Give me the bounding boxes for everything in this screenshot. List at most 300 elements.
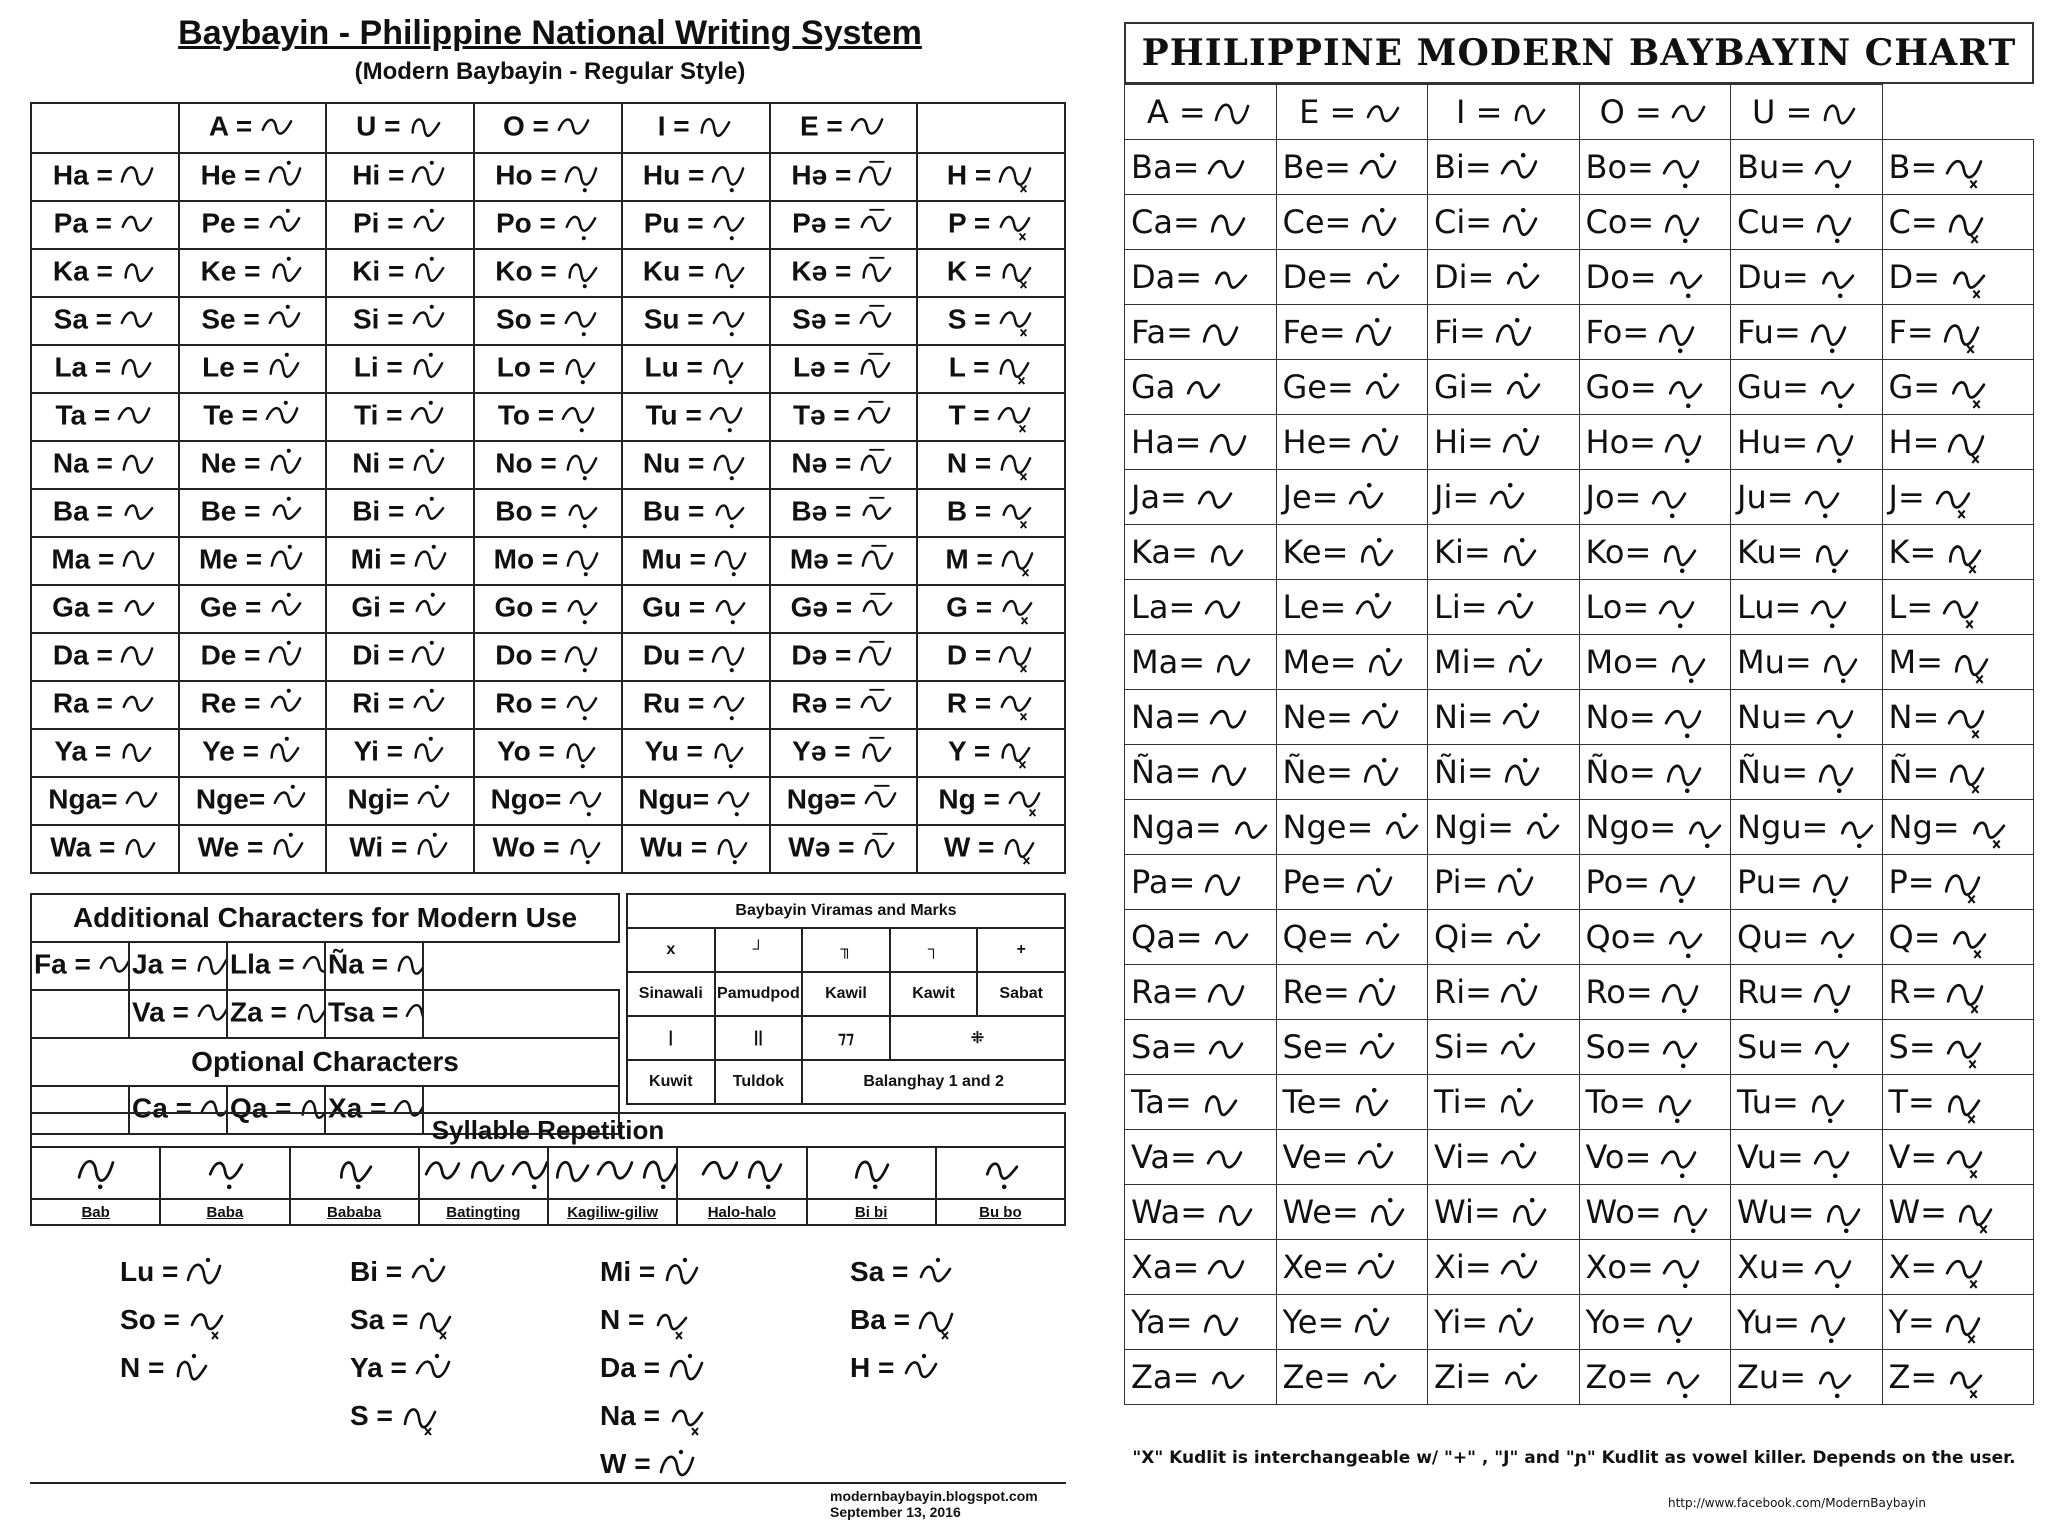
syllable-cell-label: Fu=	[1737, 312, 1801, 351]
syllable-cell-label: Yə =	[792, 735, 851, 767]
repetition-glyph	[936, 1147, 1065, 1199]
syllable-cell-label: Pi =	[352, 207, 404, 239]
syllable-cell-label: Ca=	[1131, 202, 1200, 241]
baybayin-glyph-icon	[694, 110, 734, 146]
baybayin-glyph-icon	[182, 1256, 226, 1292]
table-row	[1125, 690, 2034, 745]
syllable-cell	[474, 201, 622, 249]
syllable-cell	[622, 441, 770, 489]
baybayin-glyph-icon	[1499, 921, 1545, 957]
table-row	[31, 153, 1065, 201]
baybayin-glyph-icon	[1350, 316, 1396, 352]
glossary-line	[120, 1344, 228, 1392]
syllable-cell	[1731, 965, 1883, 1020]
syllable-cell	[917, 489, 1065, 537]
baybayin-glyph-icon	[1657, 976, 1703, 1012]
syllable-cell	[326, 585, 474, 633]
syllable-cell-label: Qo=	[1585, 917, 1658, 956]
baybayin-glyph-icon	[562, 543, 602, 579]
repetition-label: Bab	[31, 1199, 160, 1225]
additional-cell-label: Tsa =	[328, 996, 399, 1028]
syllable-cell	[1579, 910, 1731, 965]
baybayin-glyph-icon	[558, 399, 598, 435]
baybayin-glyph-icon	[191, 948, 227, 984]
baybayin-glyph-icon	[1680, 811, 1726, 847]
baybayin-glyph-icon	[117, 159, 157, 195]
syllable-cell-label: S=	[1888, 1027, 1936, 1066]
baybayin-glyph-icon	[1660, 756, 1706, 792]
syllable-cell-label: Gu =	[642, 591, 706, 623]
baybayin-glyph-icon	[1357, 756, 1403, 792]
facebook-url: http://www.facebook.com/ModernBaybayin	[1668, 1496, 1926, 1510]
syllable-cell-label: Ki=	[1434, 532, 1491, 571]
baybayin-glyph-icon	[1941, 1361, 1987, 1397]
syllable-cell	[1125, 140, 1277, 195]
syllable-cell	[1125, 1130, 1277, 1185]
right-chart	[1100, 0, 2048, 1536]
baybayin-glyph-icon	[1352, 1141, 1398, 1177]
syllable-cell	[770, 729, 918, 777]
syllable-cell	[474, 345, 622, 393]
syllable-cell	[1882, 580, 2034, 635]
syllable-cell	[1882, 525, 2034, 580]
syllable-cell-label: Pi=	[1434, 862, 1489, 901]
syllable-cell-label: Le =	[202, 351, 259, 383]
additional-characters-table	[30, 893, 620, 1135]
syllable-cell-label: Ce=	[1282, 202, 1352, 241]
syllable-cell-label: Qu=	[1737, 917, 1810, 956]
syllable-cell-label: Hu =	[642, 159, 705, 191]
baybayin-glyph-icon	[1656, 1031, 1702, 1067]
syllable-cell-label: Xu=	[1737, 1247, 1807, 1286]
baybayin-glyph-icon	[995, 303, 1035, 339]
syllable-cell-label: Ku=	[1737, 532, 1804, 571]
syllable-cell-label: He =	[200, 159, 261, 191]
syllable-cell-label: Nge=	[195, 783, 266, 815]
syllable-cell	[474, 729, 622, 777]
syllable-cell-label: Ngo=	[490, 783, 562, 815]
syllable-cell-label: B=	[1888, 147, 1938, 186]
syllable-cell	[1428, 1075, 1580, 1130]
baybayin-glyph-icon	[1498, 426, 1544, 462]
baybayin-glyph-icon	[118, 543, 158, 579]
baybayin-glyph-icon	[1353, 1251, 1399, 1287]
baybayin-glyph-icon	[1658, 1251, 1704, 1287]
baybayin-glyph-icon	[997, 543, 1037, 579]
syllable-cell	[31, 393, 179, 441]
syllable-cell-label: Wu =	[640, 831, 708, 863]
table-row	[1125, 360, 2034, 415]
baybayin-glyph-icon	[1653, 316, 1699, 352]
baybayin-glyph-icon	[1496, 976, 1542, 1012]
baybayin-glyph-icon	[1661, 261, 1707, 297]
syllable-cell	[770, 537, 918, 585]
syllable-cell	[1579, 800, 1731, 855]
syllable-cell	[770, 249, 918, 297]
syllable-cell-label: Ja=	[1131, 477, 1187, 516]
additional-cell-label: Lla =	[230, 948, 295, 980]
syllable-cell-label: B =	[946, 495, 992, 527]
syllable-cell-label: La =	[54, 351, 112, 383]
syllable-cell-label: T =	[948, 399, 990, 431]
syllable-cell	[1428, 195, 1580, 250]
repetition-title: Syllable Repetition	[31, 1113, 1065, 1147]
baybayin-glyph-icon	[1810, 151, 1856, 187]
syllable-cell-label: Le=	[1282, 587, 1347, 626]
baybayin-glyph-icon	[265, 447, 305, 483]
syllable-cell-label: Bi =	[352, 495, 405, 527]
syllable-cell	[1276, 525, 1428, 580]
syllable-cell-label: Ma=	[1131, 642, 1206, 681]
baybayin-glyph-icon	[1947, 646, 1993, 682]
syllable-cell	[1428, 415, 1580, 470]
glossary-label: H =	[850, 1352, 895, 1383]
syllable-cell	[31, 633, 179, 681]
glossary-label: N =	[120, 1352, 165, 1383]
baybayin-glyph-icon	[664, 1400, 708, 1436]
glossary-line	[350, 1344, 456, 1392]
syllable-cell-label: Co=	[1585, 202, 1655, 241]
syllable-cell-label: Vo=	[1585, 1137, 1652, 1176]
syllable-cell-label: Te=	[1282, 1082, 1344, 1121]
baybayin-glyph-icon	[855, 639, 895, 675]
syllable-cell-label: Da =	[52, 639, 113, 671]
syllable-cell-label: Nu =	[642, 447, 705, 479]
syllable-cell-label: G =	[946, 591, 993, 623]
baybayin-glyph-icon	[408, 639, 448, 675]
syllable-cell-label: Ng=	[1888, 807, 1960, 846]
syllable-cell-label: Ne =	[200, 447, 261, 479]
syllable-cell	[1882, 745, 2034, 800]
syllable-cell	[770, 489, 918, 537]
baybayin-glyph-icon	[1810, 1251, 1856, 1287]
syllable-cell-label: Nga=	[1131, 807, 1222, 846]
syllable-cell-label: La=	[1131, 587, 1196, 626]
repetition-label: Bababa	[290, 1199, 419, 1225]
syllable-cell-label: Lu=	[1737, 587, 1802, 626]
baybayin-glyph-icon	[1666, 96, 1710, 132]
syllable-cell	[1731, 470, 1883, 525]
baybayin-glyph-icon	[1807, 866, 1853, 902]
baybayin-glyph-icon	[561, 687, 601, 723]
baybayin-glyph-icon	[564, 831, 604, 867]
syllable-cell	[1428, 525, 1580, 580]
baybayin-glyph-icon	[1660, 701, 1706, 737]
baybayin-glyph-icon	[1658, 206, 1704, 242]
baybayin-glyph-icon	[265, 159, 305, 195]
syllable-cell	[1276, 580, 1428, 635]
baybayin-glyph-icon	[1941, 1251, 1987, 1287]
syllable-cell-label: Tu=	[1737, 1082, 1799, 1121]
vowel-cell	[770, 103, 918, 153]
table-row	[1125, 1130, 2034, 1185]
baybayin-glyph-icon	[711, 831, 751, 867]
baybayin-glyph-icon	[1809, 976, 1855, 1012]
syllable-cell-label: Yi =	[353, 735, 404, 767]
baybayin-glyph-icon	[408, 207, 448, 243]
syllable-cell	[1731, 1295, 1883, 1350]
blog-url: modernbaybayin.blogspot.com	[830, 1488, 1038, 1504]
baybayin-glyph-icon	[1495, 536, 1541, 572]
syllable-cell	[1579, 1185, 1731, 1240]
syllable-cell	[1731, 250, 1883, 305]
syllable-cell-label: Ngi=	[347, 783, 409, 815]
baybayin-glyph-icon	[1813, 921, 1859, 957]
syllable-cell	[1428, 1020, 1580, 1075]
table-row	[1125, 305, 2034, 360]
syllable-cell-label: Ño=	[1585, 752, 1656, 791]
syllable-cell-label: Pu =	[643, 207, 704, 239]
baybayin-glyph-icon	[995, 159, 1035, 195]
syllable-cell-label: Ngo=	[1585, 807, 1677, 846]
baybayin-glyph-icon	[1651, 1306, 1697, 1342]
syllable-cell-label: Be=	[1282, 147, 1351, 186]
baybayin-glyph-icon	[1805, 316, 1851, 352]
syllable-cell	[1731, 855, 1883, 910]
baybayin-glyph-icon	[1211, 1196, 1257, 1232]
additional-cell-label: Va =	[132, 996, 189, 1028]
baybayin-glyph-icon	[266, 543, 306, 579]
syllable-cell-label: Ra=	[1131, 972, 1199, 1011]
syllable-cell	[1125, 910, 1277, 965]
baybayin-glyph-icon	[995, 495, 1035, 531]
syllable-cell-label: Po =	[496, 207, 556, 239]
syllable-cell-label: Di =	[352, 639, 405, 671]
glossary-line	[350, 1248, 456, 1296]
syllable-cell	[622, 297, 770, 345]
syllable-cell-label: Va=	[1131, 1137, 1197, 1176]
syllable-cell-label: N =	[946, 447, 992, 479]
syllable-cell-label: Mi =	[350, 543, 406, 575]
syllable-cell	[1125, 690, 1277, 745]
baybayin-glyph-icon	[648, 1304, 692, 1340]
syllable-cell	[474, 489, 622, 537]
syllable-cell-label: K =	[946, 255, 992, 287]
syllable-cell-label: Də =	[791, 639, 852, 671]
baybayin-glyph-icon	[855, 495, 895, 531]
syllable-cell	[1579, 195, 1731, 250]
syllable-cell	[179, 153, 327, 201]
syllable-cell	[1276, 360, 1428, 415]
syllable-cell-label: Ru=	[1737, 972, 1805, 1011]
repetition-label: Halo-halo	[677, 1199, 806, 1225]
syllable-cell	[770, 297, 918, 345]
empty-cell	[31, 103, 179, 153]
syllable-cell-label: Ko=	[1585, 532, 1652, 571]
table-row	[1125, 580, 2034, 635]
baybayin-glyph-icon	[411, 1352, 455, 1388]
baybayin-glyph-icon	[858, 831, 898, 867]
syllable-cell-label: Kə =	[791, 255, 852, 287]
syllable-cell	[1882, 800, 2034, 855]
vowel-cell	[1428, 85, 1580, 140]
baybayin-glyph-icon	[854, 399, 894, 435]
syllable-cell	[179, 729, 327, 777]
syllable-cell	[31, 585, 179, 633]
table-row	[1125, 525, 2034, 580]
additional-cell-label: Fa =	[34, 948, 91, 980]
baybayin-glyph-icon	[1816, 646, 1862, 682]
vowel-cell-label: E =	[799, 110, 843, 142]
syllable-cell	[1428, 580, 1580, 635]
baybayin-glyph-icon	[710, 543, 750, 579]
baybayin-glyph-icon	[1945, 921, 1991, 957]
baybayin-glyph-icon	[95, 948, 129, 984]
syllable-cell	[1731, 140, 1883, 195]
vowel-cell	[179, 103, 327, 153]
glossary-label: Lu =	[120, 1256, 179, 1287]
syllable-cell-label: Nge=	[1282, 807, 1374, 846]
syllable-cell	[1125, 1240, 1277, 1295]
syllable-cell	[1428, 140, 1580, 195]
syllable-cell-label: Ngə=	[786, 783, 856, 815]
baybayin-glyph-icon	[1939, 1086, 1985, 1122]
baybayin-glyph-icon	[1205, 756, 1251, 792]
syllable-cell	[917, 537, 1065, 585]
baybayin-glyph-icon	[855, 735, 895, 771]
syllable-cell-label: So=	[1585, 1027, 1653, 1066]
syllable-cell	[1731, 1130, 1883, 1185]
baybayin-glyph-icon	[1494, 1031, 1540, 1067]
syllable-cell	[1276, 690, 1428, 745]
baybayin-glyph-icon	[1483, 481, 1529, 517]
baybayin-glyph-icon	[115, 351, 155, 387]
baybayin-glyph-icon	[855, 159, 895, 195]
syllable-cell	[326, 201, 474, 249]
baybayin-glyph-icon	[1210, 96, 1254, 132]
syllable-cell	[917, 585, 1065, 633]
baybayin-glyph-icon	[1941, 151, 1987, 187]
syllable-cell-label: Ke=	[1282, 532, 1349, 571]
baybayin-glyph-icon	[713, 783, 753, 819]
mark-symbol: ⁜	[890, 1016, 1065, 1060]
syllable-cell-label: Y =	[947, 735, 991, 767]
syllable-cell	[1579, 140, 1731, 195]
table-row	[1125, 965, 2034, 1020]
baybayin-glyph-icon	[119, 831, 159, 867]
baybayin-glyph-icon	[1492, 1306, 1538, 1342]
syllable-cell	[1428, 965, 1580, 1020]
syllable-cell	[179, 297, 327, 345]
syllable-cell-label: Ni=	[1434, 697, 1494, 736]
syllable-cell-label: Fi=	[1434, 312, 1486, 351]
virama-symbol: +	[977, 928, 1065, 972]
baybayin-glyph-icon	[1943, 426, 1989, 462]
baybayin-glyph-icon	[855, 255, 895, 291]
vowel-cell	[1276, 85, 1428, 140]
baybayin-glyph-icon	[1798, 481, 1844, 517]
syllable-cell	[1731, 910, 1883, 965]
syllable-cell-label: Po=	[1585, 862, 1651, 901]
baybayin-glyph-icon	[1196, 1086, 1242, 1122]
additional-cell-label: Ca =	[132, 1092, 192, 1124]
syllable-cell-label: Lo=	[1585, 587, 1650, 626]
syllable-cell-label: N=	[1888, 697, 1940, 736]
syllable-cell	[1276, 195, 1428, 250]
syllable-cell-label: Li =	[353, 351, 403, 383]
table-row	[1125, 1020, 2034, 1075]
repetition-label: Kagiliw-giliw	[548, 1199, 677, 1225]
table-row	[1125, 910, 2034, 965]
syllable-cell-label: Ji=	[1434, 477, 1480, 516]
baybayin-glyph-icon	[1940, 536, 1986, 572]
syllable-cell	[622, 729, 770, 777]
syllable-cell-label: Z=	[1888, 1357, 1938, 1396]
additional-cell	[325, 942, 423, 990]
baybayin-glyph-icon	[1812, 756, 1858, 792]
syllable-cell-label: Di=	[1434, 257, 1495, 296]
table-row	[1125, 635, 2034, 690]
glossary-label: N =	[600, 1304, 645, 1335]
syllable-cell	[1428, 635, 1580, 690]
syllable-cell	[326, 729, 474, 777]
syllable-cell	[326, 393, 474, 441]
syllable-cell	[1731, 580, 1883, 635]
baybayin-glyph-icon	[1492, 1086, 1538, 1122]
syllable-cell	[1428, 855, 1580, 910]
syllable-cell-label: Ngi=	[1434, 807, 1514, 846]
syllable-cell	[917, 777, 1065, 825]
baybayin-glyph-icon	[1004, 783, 1044, 819]
syllable-cell-label: Ng =	[938, 783, 1000, 815]
left-title: Baybayin - Philippine National Writing System	[178, 14, 922, 52]
syllable-cell-label: Ge =	[199, 591, 262, 623]
repetition-glyph	[677, 1147, 806, 1199]
glossary-line	[600, 1392, 708, 1440]
syllable-cell-label: Ta =	[55, 399, 111, 431]
syllable-cell-label: Nə =	[791, 447, 852, 479]
syllable-cell-label: Ho =	[495, 159, 557, 191]
syllable-cell-label: Ya =	[54, 735, 112, 767]
syllable-cell	[1276, 415, 1428, 470]
additional-cell	[31, 942, 129, 990]
syllable-cell	[1276, 910, 1428, 965]
baybayin-glyph-icon	[1361, 646, 1407, 682]
syllable-cell	[1276, 745, 1428, 800]
syllable-cell-label: Gi =	[351, 591, 406, 623]
syllable-cell	[917, 153, 1065, 201]
syllable-cell	[326, 345, 474, 393]
baybayin-glyph-icon	[392, 948, 423, 984]
baybayin-glyph-icon	[406, 1256, 450, 1292]
baybayin-glyph-icon	[1496, 1361, 1542, 1397]
additional-title: Additional Characters for Modern Use	[31, 894, 619, 942]
syllable-cell-label: Ze=	[1282, 1357, 1351, 1396]
syllable-cell-label: Pa=	[1131, 862, 1196, 901]
baybayin-glyph-icon	[121, 783, 161, 819]
baybayin-glyph-icon	[1490, 316, 1536, 352]
syllable-cell	[31, 249, 179, 297]
syllable-cell	[1276, 965, 1428, 1020]
baybayin-glyph-icon	[1496, 206, 1542, 242]
syllable-cell	[917, 297, 1065, 345]
syllable-cell	[1731, 1020, 1883, 1075]
virama-symbol: ┐	[890, 928, 978, 972]
syllable-cell-label: Fo=	[1585, 312, 1650, 351]
repetition-glyph	[419, 1147, 548, 1199]
syllable-cell	[917, 825, 1065, 873]
syllable-cell	[1882, 1295, 2034, 1350]
baybayin-glyph-icon	[269, 783, 309, 819]
baybayin-glyph-icon	[1658, 151, 1704, 187]
syllable-cell-label: Do=	[1585, 257, 1657, 296]
table-row	[1125, 470, 2034, 525]
syllable-cell	[622, 633, 770, 681]
syllable-cell	[1428, 1295, 1580, 1350]
syllable-cell	[31, 825, 179, 873]
glossary-label: W =	[600, 1448, 651, 1479]
baybayin-glyph-icon	[1807, 536, 1853, 572]
